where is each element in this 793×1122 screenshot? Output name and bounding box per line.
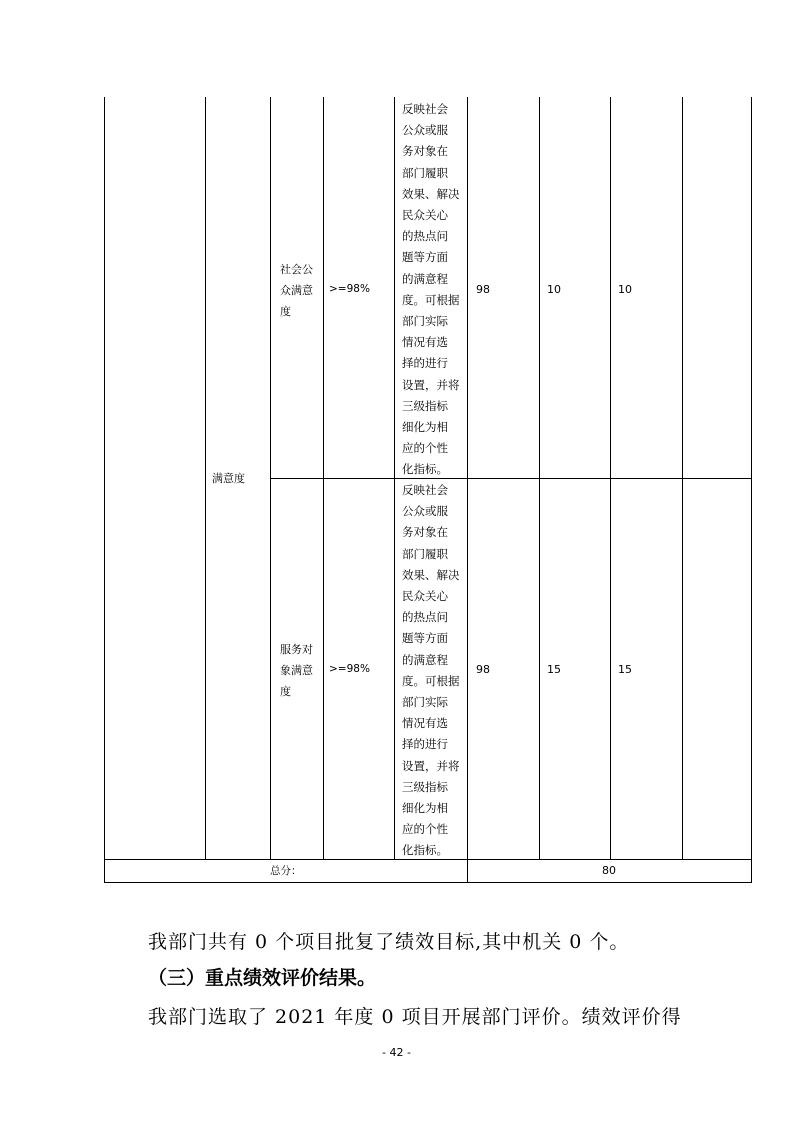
section-heading: （三）重点绩效评价结果。 <box>148 967 377 989</box>
description-cell: 反映社会 公众或服 务对象在 部门履职 效果、解决 民众关心 的热点问 题等方面 的满意程 度。可根据 部门实际 情况有选 择的进行 设置，并将 三级指标 细化为相 应的个性 化指标。 <box>402 102 460 477</box>
paragraph-project-count: 我部门共有 0 个项目批复了绩效目标,其中机关 0 个。 <box>148 931 630 953</box>
weight-cell: 10 <box>547 283 561 296</box>
target-cell: >=98% <box>329 283 370 295</box>
indicator-cell-public-satisfaction: 社会公 众满意 度 <box>280 263 313 318</box>
total-label: 总分： <box>270 865 302 877</box>
description-cell: 反映社会 公众或服 务对象在 部门履职 效果、解决 民众关心 的热点问 题等方面 的满意程 度。可根据 部门实际 情况有选 择的进行 设置，并将 三级指标 细化为相 应的个性 化指标。 <box>402 483 460 858</box>
indicator-cell-service-satisfaction: 服务对 象满意 度 <box>280 643 313 698</box>
page-number: - 42 - <box>382 1046 411 1059</box>
weight-cell: 15 <box>547 663 561 676</box>
paragraph-evaluation: 我部门选取了 2021 年度 0 项目开展部门评价。绩效评价得 <box>148 1006 682 1028</box>
actual-value-cell: 98 <box>476 663 490 676</box>
target-cell: >=98% <box>329 663 370 675</box>
total-value: 80 <box>602 864 616 877</box>
score-cell: 10 <box>618 283 632 296</box>
actual-value-cell: 98 <box>476 283 490 296</box>
score-cell: 15 <box>618 663 632 676</box>
category-cell: 满意度 <box>212 472 245 485</box>
